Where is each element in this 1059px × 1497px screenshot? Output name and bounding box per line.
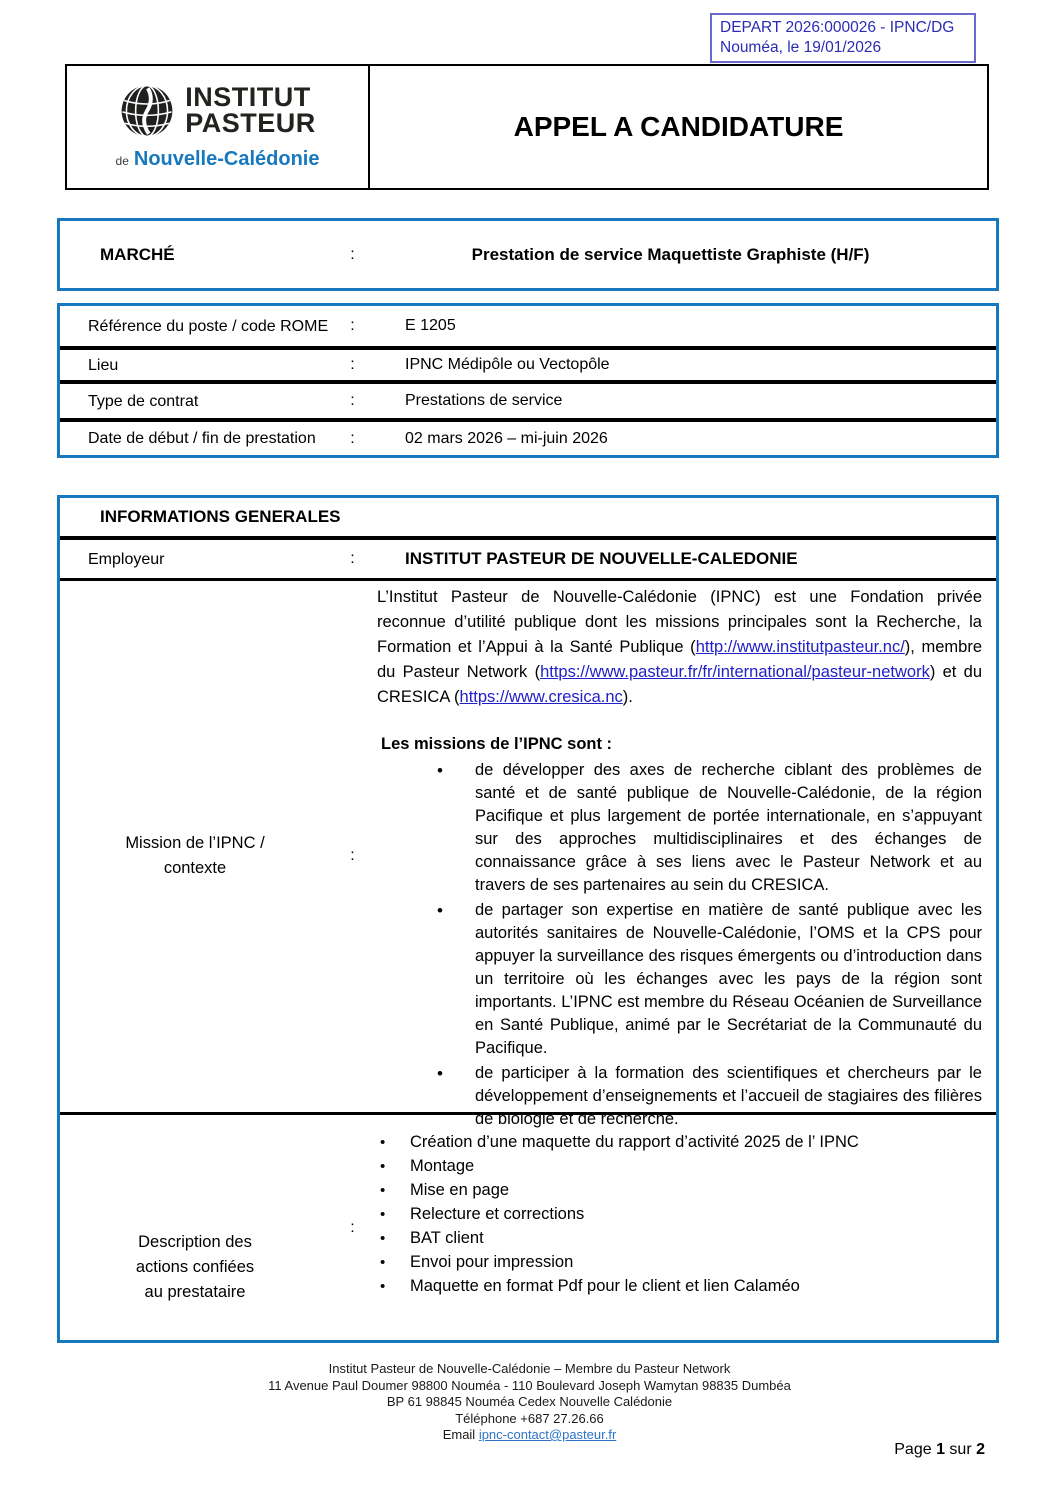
bullet-item: • Maquette en format Pdf pour le client et lien Calaméo bbox=[380, 1275, 982, 1298]
hyperlink[interactable]: https://www.pasteur.fr/fr/international/pasteur-network bbox=[540, 663, 930, 681]
marche-value: Prestation de service Maquettiste Graphiste (H/F) bbox=[471, 244, 870, 264]
colon-separator: : bbox=[350, 392, 355, 409]
row-label: Date de début / fin de prestation bbox=[88, 430, 316, 447]
row-label: Employeur bbox=[88, 550, 165, 568]
mission-bullet-list bbox=[377, 759, 982, 1131]
bullet-item: • BAT client bbox=[380, 1227, 982, 1250]
text-run: L’Institut Pasteur de Nouvelle-Calédonie (IPNC) est une Fondation privée reconnue d’utilité publique dont les missions principales sont la Recherche, la Formation et l’Appui à la Santé Publique ( bbox=[377, 588, 982, 656]
mission-intro-paragraph bbox=[377, 585, 982, 710]
employer-value: INSTITUT PASTEUR DE NOUVELLE-CALEDONIE bbox=[405, 549, 798, 568]
row-value: Prestations de service bbox=[405, 392, 563, 409]
table-row-description bbox=[60, 1115, 996, 1340]
bullet-item: • de participer à la formation des scientifiques et chercheurs par le développement d’enseignements et l’accueil de stagiaires des filières de biologie et de recherche. bbox=[437, 1062, 982, 1131]
row-label: Référence du poste / code ROME bbox=[88, 317, 329, 335]
mission-label-line: contexte bbox=[163, 859, 227, 877]
document-header bbox=[65, 64, 989, 190]
footer-line: Institut Pasteur de Nouvelle-Calédonie – Membre du Pasteur Network bbox=[328, 1361, 731, 1376]
bullet-item: • Montage bbox=[380, 1155, 982, 1178]
pasteur-globe-icon bbox=[119, 83, 175, 139]
description-label-line: au prestataire bbox=[144, 1283, 246, 1301]
colon-separator: : bbox=[350, 356, 355, 373]
informations-table bbox=[57, 495, 999, 1343]
bullet-item: • Création d’une maquette du rapport d’activité 2025 de l’ IPNC bbox=[380, 1131, 982, 1154]
text-run: ), membre du Pasteur Network ( bbox=[377, 638, 982, 681]
stamp-reference: DEPART 2026:000026 - IPNC/DG bbox=[720, 19, 955, 36]
marche-label: MARCHÉ bbox=[100, 245, 175, 264]
footer-line: BP 61 98845 Nouméa Cedex Nouvelle Calédonie bbox=[386, 1394, 673, 1409]
row-value: IPNC Médipôle ou Vectopôle bbox=[405, 356, 610, 373]
table-row-employeur bbox=[60, 540, 996, 581]
page-total: 2 bbox=[976, 1441, 985, 1458]
dispatch-stamp bbox=[710, 13, 976, 63]
mission-label-line: Mission de l’IPNC / bbox=[125, 834, 265, 852]
page-middle: sur bbox=[944, 1441, 977, 1458]
bullet-item: • de partager son expertise en matière de santé publique avec les autorités sanitaires de Nouvelle-Calédonie, l’OMS et la CPS pour appuyer la surveillance des risques émergents ou d’introduction dans un territoire où les échanges avec les pays de la région sont importants. L’IPNC est membre du Réseau Océanien de Surveillance en Santé Publique, animé par le Secrétariat de la Communauté du Pacifique. bbox=[437, 899, 982, 1060]
page-prefix: Page bbox=[894, 1441, 937, 1458]
logo-subtitle-de: de bbox=[115, 154, 129, 168]
page-number bbox=[894, 1441, 985, 1459]
description-bullet-list bbox=[377, 1131, 982, 1298]
logo-cell bbox=[67, 66, 370, 188]
hyperlink[interactable]: http://www.institutpasteur.nc/ bbox=[695, 638, 905, 656]
hyperlink[interactable]: https://www.cresica.nc bbox=[459, 688, 623, 706]
colon-separator: : bbox=[350, 550, 355, 567]
row-label: Type de contrat bbox=[88, 392, 199, 410]
row-value: 02 mars 2026 – mi-juin 2026 bbox=[405, 429, 608, 447]
details-table bbox=[57, 303, 999, 458]
logo-subtitle-name: Nouvelle-Calédonie bbox=[133, 148, 320, 170]
footer-line: 11 Avenue Paul Doumer 98800 Nouméa - 110 Boulevard Joseph Wamytan 98835 Dumbéa bbox=[268, 1377, 791, 1393]
stamp-date: Nouméa, le 19/01/2026 bbox=[720, 39, 882, 56]
bullet-item: • Relecture et corrections bbox=[380, 1203, 982, 1226]
page-current: 1 bbox=[936, 1441, 945, 1458]
page-footer bbox=[0, 1361, 1059, 1444]
marche-table bbox=[57, 218, 999, 291]
title-cell bbox=[370, 66, 987, 188]
footer-email-prefix: Email bbox=[442, 1427, 479, 1442]
bullet-item: • de développer des axes de recherche ciblant des problèmes de santé et de santé publique de Nouvelle-Calédonie, de la région Pacifique et plus largement de portée internationale, en s’appuyant sur des approches multidisciplinaires et des échanges de connaissance grâce à ses liens avec le Pasteur Network et au travers de ses partenaires au sein du CRESICA. bbox=[437, 759, 982, 897]
section-title: INFORMATIONS GENERALES bbox=[60, 498, 996, 540]
row-value: E 1205 bbox=[405, 317, 456, 334]
email-link[interactable]: ipnc-contact@pasteur.fr bbox=[478, 1427, 617, 1442]
description-label-line: actions confiées bbox=[135, 1258, 255, 1276]
logo-word-institut: INSTITUT bbox=[185, 82, 311, 113]
document-title: APPEL A CANDIDATURE bbox=[513, 111, 844, 142]
description-label-line: Description des bbox=[138, 1233, 252, 1251]
table-row-lieu bbox=[60, 346, 996, 380]
colon-separator: : bbox=[350, 317, 355, 334]
colon-separator: : bbox=[350, 429, 355, 447]
description-content bbox=[375, 1115, 996, 1340]
colon-separator: : bbox=[350, 847, 355, 864]
mission-label bbox=[60, 581, 330, 1131]
text-run: ) et du CRESICA ( bbox=[377, 663, 982, 706]
footer-line: Téléphone +687 27.26.66 bbox=[455, 1410, 604, 1426]
text-run: ). bbox=[622, 688, 633, 706]
description-label bbox=[60, 1115, 330, 1340]
logo-wordmark bbox=[185, 82, 316, 138]
logo-word-pasteur: PASTEUR bbox=[185, 108, 316, 138]
colon-separator: : bbox=[350, 1218, 355, 1236]
table-row-dates bbox=[60, 418, 996, 455]
table-row-mission bbox=[60, 581, 996, 1128]
institut-pasteur-logo bbox=[119, 83, 316, 139]
marche-row bbox=[60, 245, 996, 265]
bullet-item: • Envoi pour impression bbox=[380, 1251, 982, 1274]
missions-heading: Les missions de l’IPNC sont : bbox=[381, 735, 613, 753]
logo-subtitle bbox=[116, 148, 320, 171]
bullet-item: • Mise en page bbox=[380, 1179, 982, 1202]
table-row-reference bbox=[60, 306, 996, 346]
mission-content bbox=[375, 581, 996, 1131]
table-row-contrat bbox=[60, 380, 996, 418]
colon-separator: : bbox=[350, 245, 355, 263]
row-label: Lieu bbox=[88, 356, 119, 374]
